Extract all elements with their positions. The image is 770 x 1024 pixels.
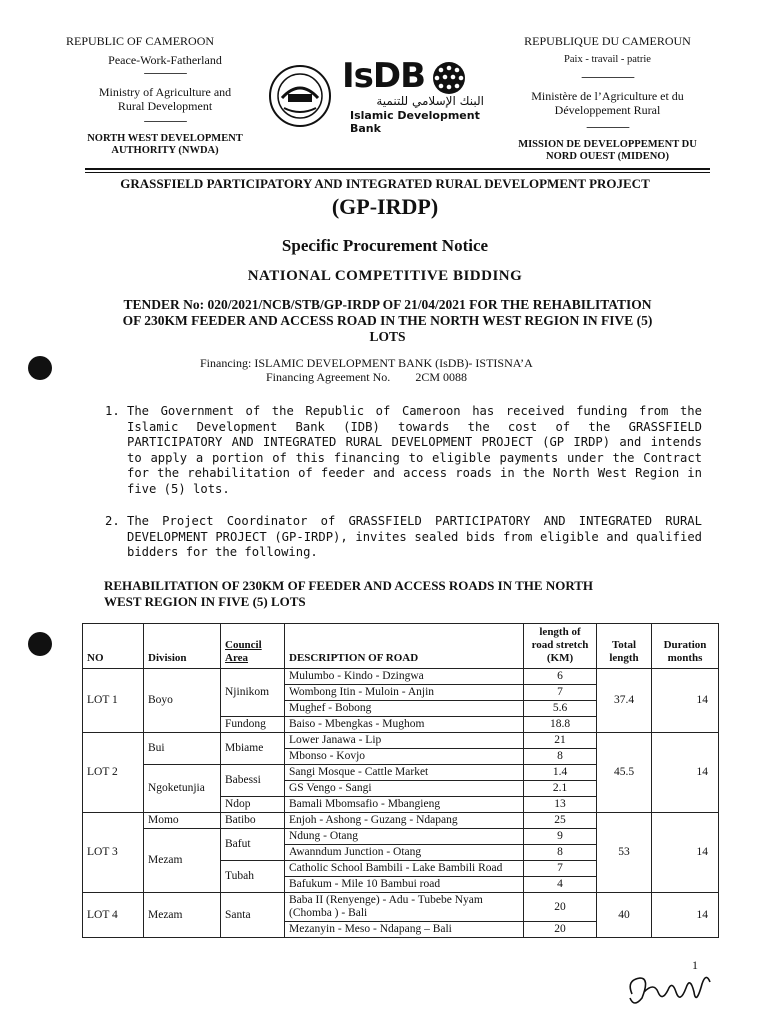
road-description: Enjoh - Ashong - Guzang - Ndapang [285, 813, 524, 829]
financing-agreement [200, 370, 700, 384]
division-name: Bui [144, 733, 221, 765]
notice-title: Specific Procurement Notice [281, 236, 489, 255]
isdb-logo [342, 56, 492, 135]
road-description: Mughef - Bobong [285, 701, 524, 717]
table-header-row [83, 624, 719, 669]
separator: --------------------- [581, 72, 634, 83]
agreement-label: Financing Agreement No. [266, 370, 391, 384]
isdb-brand: IsDB [342, 56, 426, 96]
road-description: GS Vengo - Sangi [285, 781, 524, 797]
col-description: DESCRIPTION OF ROAD [285, 624, 524, 669]
division-name: Ngoketunjia [144, 765, 221, 813]
header-left [40, 34, 290, 157]
margin-hole-mark [28, 632, 52, 656]
lot-total-length: 37.4 [597, 669, 652, 733]
col-division: Division [144, 624, 221, 669]
table-row [83, 893, 719, 922]
road-length: 9 [524, 829, 597, 845]
lot-duration: 14 [652, 893, 719, 938]
road-description: Bafukum - Mile 10 Bambui road [285, 877, 524, 893]
road-description: Catholic School Bambili - Lake Bambili Road [285, 861, 524, 877]
table-row [83, 669, 719, 685]
header-right [500, 34, 715, 163]
paragraph-number: 1. [105, 404, 120, 418]
road-length: 21 [524, 733, 597, 749]
division-name: Mezam [144, 893, 221, 938]
ministry-fr-2: Développement Rural [554, 103, 661, 117]
road-length: 7 [524, 685, 597, 701]
road-description: Awanndum Junction - Otang [285, 845, 524, 861]
ministry-en-2: Rural Development [117, 99, 213, 113]
separator: ----------------- [143, 116, 187, 127]
col-duration: Duration months [652, 624, 719, 669]
project-name: GRASSFIELD PARTICIPATORY AND INTEGRATED RURAL DEVELOPMENT PROJECT [120, 176, 650, 191]
mission-1: MISSION DE DEVELOPPEMENT DU [518, 139, 697, 150]
division-name: Momo [144, 813, 221, 829]
road-length: 20 [524, 893, 597, 922]
lot-total-length: 53 [597, 813, 652, 893]
header-rule-thin [85, 172, 710, 173]
section-heading-1: REHABILITATION OF 230KM OF FEEDER AND ACCESS ROADS IN THE NORTH [104, 578, 594, 593]
road-description: Mbonso - Kovjo [285, 749, 524, 765]
table-row [83, 733, 719, 749]
council-name: Njinikom [221, 669, 285, 717]
division-name: Boyo [144, 669, 221, 733]
division-name: Mezam [144, 829, 221, 893]
bidding-title: NATIONAL COMPETITIVE BIDDING [247, 268, 523, 284]
council-name: Batibo [221, 813, 285, 829]
agreement-number: 2CM 0088 [415, 370, 467, 384]
isdb-arabic: البنك الإسلامي للتنمية [376, 94, 484, 108]
council-name: Fundong [221, 717, 285, 733]
isdb-english: Islamic Development Bank [350, 109, 480, 135]
tender-line-2: OF 230KM FEEDER AND ACCESS ROAD IN THE NORTH WEST REGION IN FIVE (5) [122, 313, 653, 328]
col-length: length of road stretch (KM) [524, 624, 597, 669]
gp-irdp-logo [268, 64, 332, 133]
ministry-en-1: Ministry of Agriculture and [98, 85, 232, 99]
council-name: Ndop [221, 797, 285, 813]
motto-en: Peace-Work-Fatherland [108, 53, 222, 67]
col-no: NO [83, 624, 144, 669]
road-length: 18.8 [524, 717, 597, 733]
section-heading [104, 578, 704, 610]
road-length: 7 [524, 861, 597, 877]
road-length: 20 [524, 922, 597, 938]
financing [200, 356, 700, 384]
ministry-fr-1: Ministère de l’Agriculture et du [531, 89, 684, 103]
lot-total-length: 40 [597, 893, 652, 938]
republic-en: REPUBLIC OF CAMEROON [66, 34, 215, 48]
signature-icon [620, 962, 720, 1012]
project-acronym: (GP-IRDP) [331, 194, 439, 219]
paragraph-text: The Project Coordinator of GRASSFIELD PARTICIPATORY AND INTEGRATED RURAL DEVELOPMENT PROJECT (GP-IRDP), invites sealed bids from eligible and qualified bidders for the following. [127, 514, 702, 559]
financing-source: Financing: ISLAMIC DEVELOPMENT BANK (IsDB)- ISTISNA’A [200, 356, 533, 370]
lot-duration: 14 [652, 733, 719, 813]
republic-fr: REPUBLIQUE DU CAMEROUN [524, 34, 691, 48]
lot-duration: 14 [652, 669, 719, 733]
lot-total-length: 45.5 [597, 733, 652, 813]
lot-number: LOT 1 [83, 669, 144, 733]
authority-2: AUTHORITY (NWDA) [111, 145, 219, 156]
road-length: 8 [524, 845, 597, 861]
council-name: Babessi [221, 765, 285, 797]
lot-number: LOT 4 [83, 893, 144, 938]
road-description: Mulumbo - Kindo - Dzingwa [285, 669, 524, 685]
paragraph-text: The Government of the Republic of Cameroon has received funding from the Islamic Development Bank (IDB) towards the cost of the GRASSFIELD PARTICIPATORY AND INTEGRATED RURAL DEVELOPMENT PROJECT (GP IRDP) and intends to apply a portion of this financing to eligible payments under the Contract for the rehabilitation of feeder and access roads in the North West Region in five (5) lots. [127, 404, 702, 496]
road-description: Wombong Itin - Muloin - Anjin [285, 685, 524, 701]
separator: ----------------- [143, 68, 187, 79]
road-length: 25 [524, 813, 597, 829]
lots-table [82, 623, 719, 938]
tender-line-1: TENDER No: 020/2021/NCB/STB/GP-IRDP OF 21/04/2021 FOR THE REHABILITATION [123, 297, 652, 312]
road-length: 4 [524, 877, 597, 893]
page-number: 1 [692, 958, 698, 972]
col-council: Council Area [221, 624, 285, 669]
road-description: Lower Janawa - Lip [285, 733, 524, 749]
road-length: 13 [524, 797, 597, 813]
section-heading-2: WEST REGION IN FIVE (5) LOTS [104, 594, 306, 609]
council-name: Bafut [221, 829, 285, 861]
road-description: Bamali Mbomsafio - Mbangieng [285, 797, 524, 813]
paragraph-2 [105, 514, 702, 561]
council-name: Tubah [221, 861, 285, 893]
authority-1: NORTH WEST DEVELOPMENT [87, 133, 243, 144]
road-description: Sangi Mosque - Cattle Market [285, 765, 524, 781]
road-length: 5.6 [524, 701, 597, 717]
road-length: 8 [524, 749, 597, 765]
lot-number: LOT 3 [83, 813, 144, 893]
separator: ----------------- [586, 122, 629, 133]
tender-line-3: LOTS [369, 329, 406, 344]
isdb-globe-icon [424, 60, 474, 96]
header-rule [85, 168, 710, 170]
lot-number: LOT 2 [83, 733, 144, 813]
lot-duration: 14 [652, 813, 719, 893]
council-name: Santa [221, 893, 285, 938]
table-row [83, 813, 719, 829]
road-description: Mezanyin - Meso - Ndapang – Bali [285, 922, 524, 938]
road-length: 6 [524, 669, 597, 685]
council-name: Mbiame [221, 733, 285, 765]
motto-fr: Paix - travail - patrie [564, 54, 651, 65]
road-description: Baba II (Renyenge) - Adu - Tubebe Nyam (Chomba ) - Bali [285, 893, 524, 922]
margin-hole-mark [28, 356, 52, 380]
road-description: Ndung - Otang [285, 829, 524, 845]
mission-2: NORD OUEST (MIDENO) [546, 151, 669, 162]
col-total: Total length [597, 624, 652, 669]
paragraph-1 [105, 404, 702, 497]
tender-reference [55, 297, 720, 345]
road-description: Baiso - Mbengkas - Mughom [285, 717, 524, 733]
lots-table-body [83, 669, 719, 938]
road-length: 1.4 [524, 765, 597, 781]
paragraph-number: 2. [105, 514, 120, 528]
seal-icon [268, 64, 332, 128]
road-length: 2.1 [524, 781, 597, 797]
